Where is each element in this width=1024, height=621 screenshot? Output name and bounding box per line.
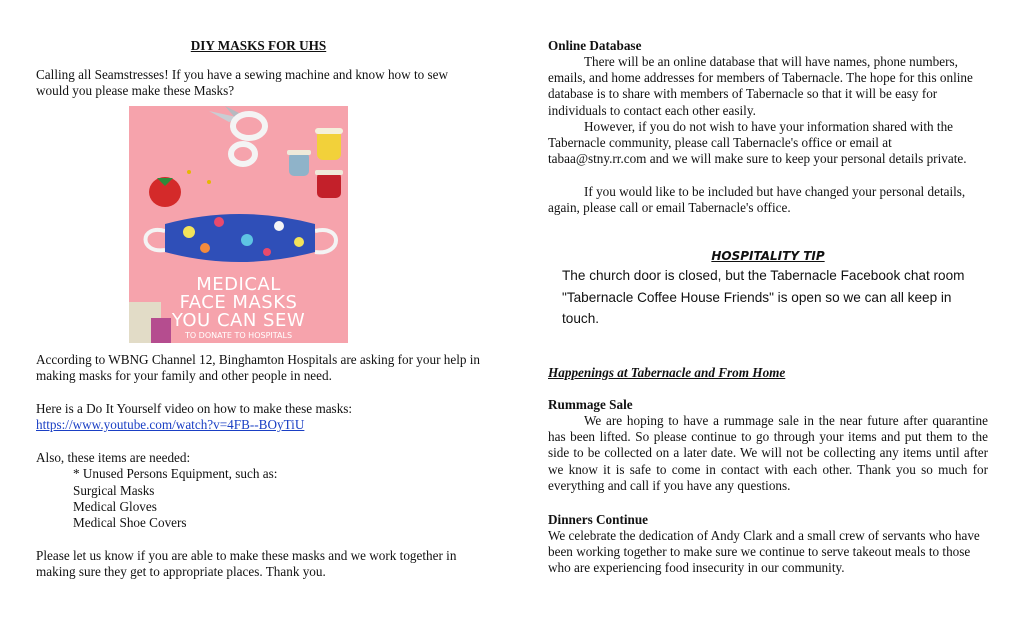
video-intro: Here is a Do It Yourself video on how to make these masks: (36, 401, 353, 416)
items-shoe-covers: Medical Shoe Covers (73, 515, 187, 530)
hospitality-tip-title: HOSPITALITY TIP (711, 249, 825, 263)
thread-spool-blue (287, 150, 311, 176)
closing-text: Please let us know if you are able to make these masks and we work together in making sure they get to appropriate places. Thank you. (36, 548, 457, 580)
mask-photo (129, 106, 348, 343)
rummage-sale-heading: Rummage Sale (548, 397, 633, 412)
caption-line-3: YOU CAN SEW (171, 310, 306, 331)
wbng-text: According to WBNG Channel 12, Binghamton Hospitals are asking for your help in making masks for your family and other people in need. (36, 352, 481, 384)
thread-spool-yellow (315, 128, 343, 160)
rummage-sale-body: We are hoping to have a rummage sale in the near future after quarantine has been lifted. So please continue to go through your items and put them to the side to be collected on a later date. We will not be collecting any items until after we know it is safe to come in contact with each other. Thank you so much for everything and call if you have any questions. (548, 413, 988, 493)
online-database-p2: However, if you do not wish to have your information shared with the Tabernacle community, please call Tabernacle's office or email at tabaa@stny.rr.com and we will make sure to keep your personal details private. (548, 119, 967, 167)
thread-spool-red (315, 170, 343, 198)
items-surgical-masks: Surgical Masks (73, 483, 155, 498)
online-database-p3: If you would like to be included but have changed your personal details, again, please call or email Tabernacle's office. (548, 184, 966, 216)
photo-caption (129, 276, 348, 341)
diy-masks-title: DIY MASKS FOR UHS (190, 38, 327, 53)
happenings-title: Happenings at Tabernacle and From Home (548, 365, 786, 380)
hospitality-tip-body: The church door is closed, but the Tabernacle Facebook chat room "Tabernacle Coffee House Friends" is open so we can all keep in touch. (562, 268, 965, 326)
items-line-ppe: * Unused Persons Equipment, such as: (73, 466, 278, 481)
intro-text: Calling all Seamstresses! If you have a sewing machine and know how to sew would you please make these Masks? (36, 67, 449, 99)
caption-line-4: TO DONATE TO HOSPITALS (184, 331, 293, 340)
caption-line-2: FACE MASKS (179, 292, 298, 313)
dinners-body: We celebrate the dedication of Andy Clark and a small crew of servants who have been working together to make sure we continue to serve takeout meals to those who are experiencing food insecurity in our community. (548, 528, 980, 576)
youtube-video-link[interactable]: https://www.youtube.com/watch?v=4FB--BOyTiU (36, 417, 305, 433)
online-database-p1: There will be an online database that will have names, phone numbers, emails, and home addresses for members of Tabernacle. The hope for this online database is to share with members of Tabernacle so that it will be easy for individuals to contact each other easily. (548, 54, 973, 118)
dinners-heading: Dinners Continue (548, 512, 649, 527)
items-intro: Also, these items are needed: (36, 450, 191, 465)
items-medical-gloves: Medical Gloves (73, 499, 157, 514)
video-paragraph (36, 401, 376, 433)
caption-line-1: MEDICAL (196, 274, 281, 295)
online-database-heading: Online Database (548, 38, 642, 53)
